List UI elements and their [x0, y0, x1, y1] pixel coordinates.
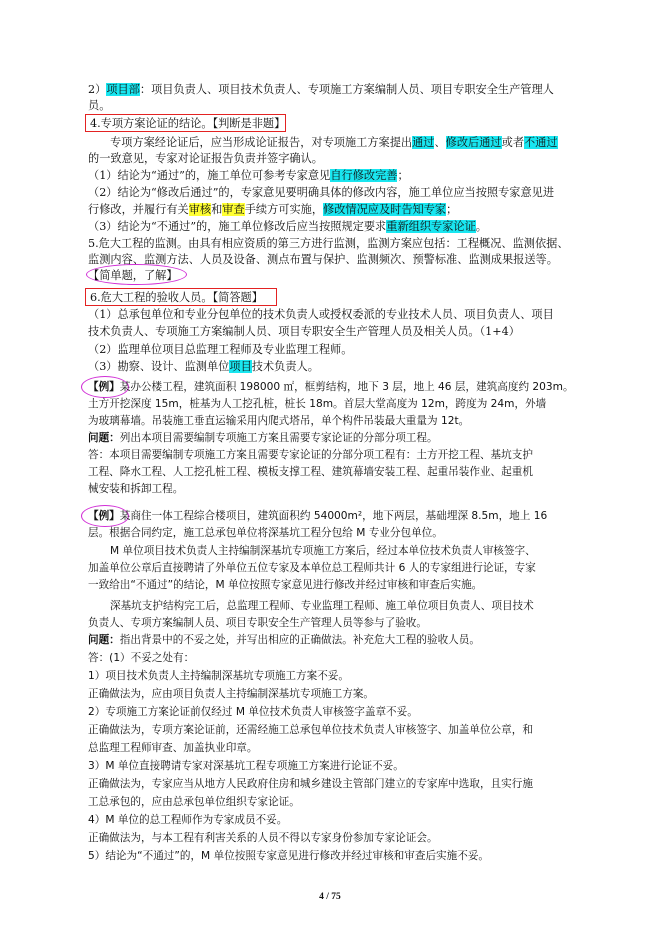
question-label: 问题： [88, 634, 120, 646]
highlight-pass: 通过 [412, 136, 435, 149]
answer-item-5: 5）结论为“不通过”的，M 单位按照专家意见进行修改并经过审核和审查后实施不妥。 [88, 850, 490, 862]
example2-line-6: 深基坑支护结构完工后，总监理工程师、专业监理工程师、施工单位项目负责人、项目技术 [110, 600, 534, 612]
example1-line-1 [88, 380, 578, 395]
highlight-pass-after-revision: 修改后通过 [445, 136, 502, 149]
highlight-self-revise: 自行修改完善 [330, 169, 398, 182]
highlight-examine: 审查 [222, 203, 245, 216]
answer-item-4: 4）M 单位的总工程师作为专家成员不妥。 [88, 814, 288, 826]
example1-answer-1: 答：本项目需要编制专项施工方案且需要专家论证的分部分项工程有：土方开挖工程、基坑支护 [88, 449, 533, 461]
example2-line-3: M 单位项目技术负责人主持编制深基坑专项施工方案后，经过本单位技术负责人审核签字、 [110, 545, 536, 557]
answer-intro: 答：(1）不妥之处有： [88, 652, 195, 664]
line-simple-question-tag: 【简单题，了解】 [88, 269, 178, 282]
example2-line-2: 层。根据合同约定，施工总承包单位将深基坑工程分包给 M 专业分包单位。 [88, 527, 443, 539]
heading-section6: 6.危大工程的验收人员。【简答题】 [90, 291, 263, 304]
example-tag: 【例】 [88, 381, 120, 393]
example2-line-4: 加盖单位公章后直接聘请了外单位五位专家及本单位总工程师共计 6 人的专家组进行论证，专家 [88, 562, 536, 574]
text: 专项方案经论证后，应当形成论证报告，对专项施工方案提出 [110, 136, 413, 149]
highlight-reorganize: 重新组织专家论证 [386, 220, 476, 233]
answer-item-2: 2）专项施工方案论证前仅经过 M 单位技术负责人审核签字盖章不妥。 [88, 706, 418, 718]
text: 。 [475, 220, 487, 233]
example2-question [88, 633, 578, 648]
text: 某办公楼工程，建筑面积 198000 ㎡，框剪结构，地下 3 层，地上 46 层，建筑高度约 203m。 [119, 381, 574, 393]
line-acceptance-1-end: 技术负责人、专项施工方案编制人员、项目专职安全生产管理人员及相关人员。（1+4） [88, 325, 520, 338]
text: （3）勘察、设计、监测单位 [88, 360, 230, 373]
line-acceptance-1: （1）总承包单位和专业分包单位的技术负责人或授权委派的专业技术人员、项目负责人、项目 [88, 308, 554, 321]
text: 和 [211, 203, 223, 216]
line-conclusion-intro-end: 的一致意见，专家对论证报告负责并签字确认。 [88, 152, 323, 165]
highlight-fail: 不通过 [524, 136, 558, 149]
example2-line-7: 负责人、专项方案编制人员、项目专职安全生产管理人员等参与了验收。 [88, 617, 427, 629]
text: （1）结论为“通过”的，施工单位可参考专家意见 [88, 169, 331, 182]
text: 、 [434, 136, 446, 149]
example-tag: 【例】 [88, 510, 120, 522]
answer-item-2-fix-1: 正确做法为，专项方案论证前，还需经施工总承包单位技术负责人审核签字、加盖单位公章，和 [88, 724, 533, 736]
line-conclusion-2-end [88, 202, 578, 217]
text: 或者 [501, 136, 525, 149]
highlight-review: 审核 [188, 203, 212, 216]
text: 技术负责人。 [251, 360, 319, 373]
text: 某商住一体工程综合楼项目，建筑面积约 54000m²，地下两层，基础埋深 8.5m，地上 16 [119, 510, 548, 522]
example1-answer-2: 工程、降水工程、人工挖孔桩工程、模板支撑工程、建筑幕墙安装工程、起重吊装作业、起重机 [88, 466, 533, 478]
line-project-dept: 2）项目部：项目负责人、项目技术负责人、专项施工方案编制人员、项目专职安全生产管理人 [88, 83, 554, 96]
example2-line-1 [88, 509, 578, 524]
highlight-notify-experts: 修改情况应及时告知专家 [323, 203, 447, 216]
text: （3）结论为“不通过”的，施工单位修改后应当按照规定要求 [88, 220, 387, 233]
answer-item-3-fix-1: 正确做法为，专家应当从地方人民政府住房和城乡建设主管部门建立的专家库中选取，且实行施 [88, 778, 533, 790]
text: ； [397, 169, 409, 182]
text: 列出本项目需要编制专项施工方案且需要专家论证的分部分项工程。 [119, 432, 438, 444]
example1-line-2: 土方开挖深度 15m，桩基为人工挖孔桩，桩长 18m。首层大堂高度为 12m，跨度为 24m，外墙 [88, 398, 547, 410]
line-acceptance-2: （2）监理单位项目总监理工程师及专业监理工程师。 [88, 343, 353, 356]
line-conclusion-3 [88, 219, 578, 234]
line-conclusion-1 [88, 168, 578, 183]
text: ； [446, 203, 458, 216]
example2-line-5: 一致给出“不通过”的结论，M 单位按照专家意见进行修改并经过审核和审查后实施。 [88, 579, 483, 591]
answer-item-3-fix-2: 工总承包的，应由总承包单位组织专家论证。 [88, 796, 300, 808]
page-number: 4 / 75 [319, 892, 341, 902]
answer-item-1-fix: 正确做法为，应由项目负责人主持编制深基坑专项施工方案。 [88, 688, 375, 700]
text: 指出背景中的不妥之处，并写出相应的正确做法。补充危大工程的验收人员。 [119, 634, 480, 646]
line-monitoring-1: 5.危大工程的监测。由具有相应资质的第三方进行监测，监测方案应包括：工程概况、监测依据、 [88, 237, 569, 250]
example1-line-3: 为玻璃幕墙。吊装施工垂直运输采用内爬式塔吊，单个构件吊装最大重量为 12t。 [88, 415, 470, 427]
answer-item-2-fix-2: 总监理工程师审查、加盖执业印章。 [88, 742, 258, 754]
example1-question [88, 431, 578, 446]
highlight-project-dept: 项目部 [106, 83, 140, 96]
question-label: 问题： [88, 432, 120, 444]
text: 行修改，并履行有关 [88, 203, 189, 216]
line-monitoring-2: 监测内容、监测方法、人员及设备、测点布置与保护、监测频次、预警标准、监测成果报送等。 [88, 253, 558, 266]
line-project-dept-end: 员。 [88, 99, 111, 112]
text: 手续方可实施， [244, 203, 324, 216]
example1-answer-3: 械安装和拆卸工程。 [88, 483, 184, 495]
highlight-project: 项目 [229, 360, 252, 373]
line-acceptance-3 [88, 359, 578, 374]
answer-item-1: 1）项目技术负责人主持编制深基坑专项施工方案不妥。 [88, 670, 349, 682]
line-conclusion-intro [110, 135, 578, 150]
answer-item-3: 3）M 单位直接聘请专家对深基坑工程专项施工方案进行论证不妥。 [88, 760, 404, 772]
heading-section4: 4.专项方案论证的结论。【判断是非题】 [90, 117, 286, 130]
answer-item-4-fix: 正确做法为，与本工程有利害关系的人员不得以专家身份参加专家论证会。 [88, 832, 438, 844]
text-project-dept-rest: ：项目负责人、项目技术负责人、专项施工方案编制人员、项目专职安全生产管理人 [139, 83, 554, 96]
line-conclusion-2: （2）结论为“修改后通过”的，专家意见要明确具体的修改内容，施工单位应当按照专家意见进 [88, 186, 555, 199]
